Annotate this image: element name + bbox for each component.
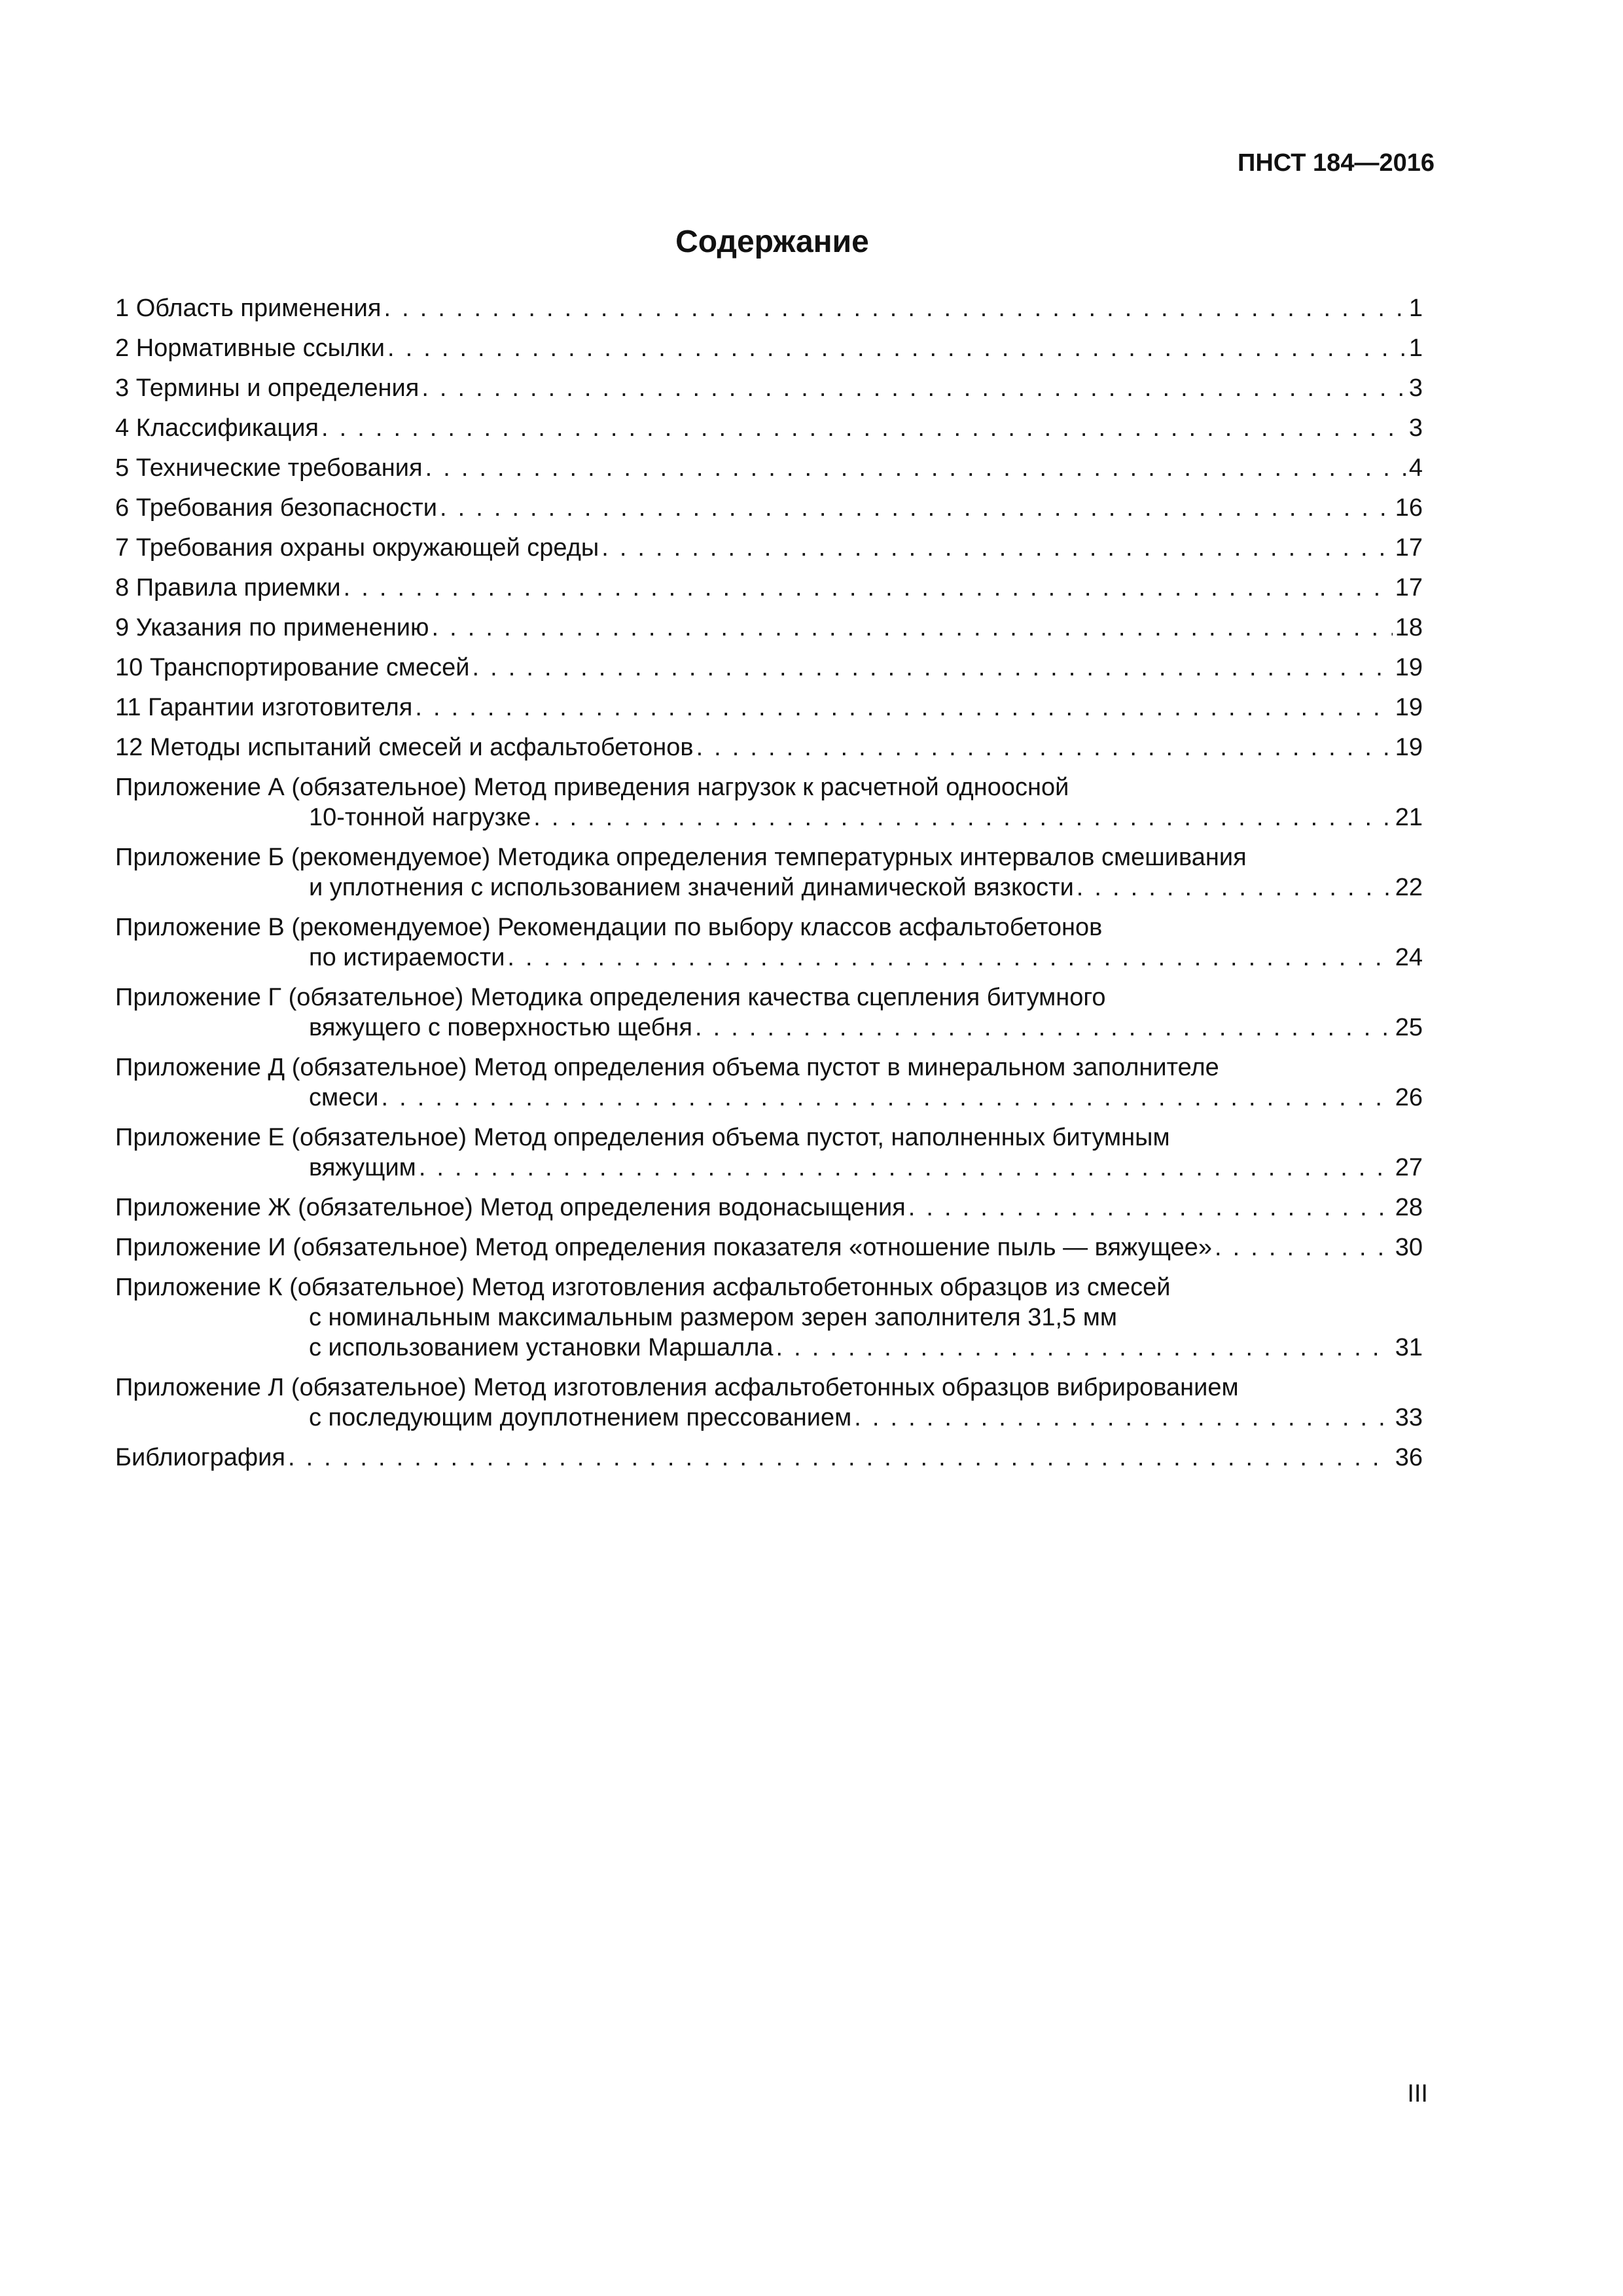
toc-leader-row [115, 1013, 1423, 1043]
toc-page-number: 3 [1408, 414, 1423, 442]
toc-leader-row [115, 1232, 1423, 1263]
toc-entry[interactable] [115, 493, 1423, 523]
toc-leader-row [115, 333, 1423, 363]
toc-page-number: 19 [1395, 734, 1423, 761]
toc-leader-row [115, 653, 1423, 683]
toc-dot-leader [344, 573, 1393, 603]
toc-entry[interactable] [115, 1052, 1423, 1113]
toc-entry-text: 9 Указания по применению [115, 614, 429, 641]
toc-dot-leader [387, 333, 1406, 363]
toc-page-number: 19 [1395, 694, 1423, 721]
toc-entry[interactable] [115, 912, 1423, 973]
toc-entry-text: Приложение Г (обязательное) Методика определения качества сцепления битумного [115, 984, 1106, 1011]
toc-leader-row [115, 293, 1423, 323]
toc-entry-text: 1 Область применения [115, 295, 382, 322]
toc-entry-text: Приложение В (рекомендуемое) Рекомендации по выбору классов асфальтобетонов [115, 914, 1103, 941]
toc-page-number: 4 [1408, 454, 1423, 482]
toc-dot-leader [425, 453, 1406, 483]
toc-entry[interactable] [115, 1372, 1423, 1433]
toc-entry[interactable] [115, 692, 1423, 723]
toc-entry-text: вяжущего с поверхностью щебня [309, 1014, 692, 1041]
toc-dot-leader [854, 1403, 1392, 1433]
toc-page-number: 26 [1395, 1084, 1423, 1111]
toc-entry-text: 10-тонной нагрузке [309, 804, 531, 831]
toc-entry[interactable] [115, 653, 1423, 683]
toc-entry[interactable] [115, 1193, 1423, 1223]
toc-entry[interactable] [115, 333, 1423, 363]
toc-leader-row [115, 802, 1423, 833]
toc-dot-leader [382, 1083, 1393, 1113]
toc-entry-text: Приложение Л (обязательное) Метод изготовления асфальтобетонных образцов вибрированием [115, 1374, 1239, 1401]
toc-entry-text: 2 Нормативные ссылки [115, 334, 385, 362]
toc-entry[interactable] [115, 1122, 1423, 1183]
toc-page-number: 30 [1395, 1234, 1423, 1261]
toc-page-number: 1 [1408, 334, 1423, 362]
toc-page-number: 16 [1395, 494, 1423, 522]
toc-leader-row [115, 1153, 1423, 1183]
toc-entry-text: Приложение А (обязательное) Метод приведения нагрузок к расчетной одноосной [115, 774, 1069, 801]
toc-dot-leader [1077, 872, 1393, 903]
toc-page-number: 3 [1408, 374, 1423, 402]
toc-entry-text: 8 Правила приемки [115, 574, 341, 601]
toc-page-number: 28 [1395, 1194, 1423, 1221]
toc-entry[interactable] [115, 732, 1423, 762]
toc-entry[interactable] [115, 982, 1423, 1043]
toc-entry-text: Приложение Б (рекомендуемое) Методика определения температурных интервалов смешивания [115, 844, 1247, 871]
toc-page-number: 22 [1395, 874, 1423, 901]
toc-entry-text: Приложение Д (обязательное) Метод определения объема пустот в минеральном заполнителе [115, 1054, 1219, 1081]
toc-entry-text: 3 Термины и определения [115, 374, 419, 402]
toc-dot-leader [415, 692, 1392, 723]
toc-page-number: 24 [1395, 944, 1423, 971]
toc-leader-row [115, 533, 1423, 563]
toc-entry[interactable] [115, 573, 1423, 603]
toc-page-number: 25 [1395, 1014, 1423, 1041]
page-number: III [1407, 2080, 1428, 2108]
toc-dot-leader [776, 1333, 1393, 1363]
toc-leader-row [115, 1083, 1423, 1113]
toc-leader-row [115, 872, 1423, 903]
toc-entry[interactable] [115, 842, 1423, 903]
toc-entry-text: 7 Требования охраны окружающей среды [115, 534, 599, 562]
toc-leader-row [115, 413, 1423, 443]
toc-entry-text: по истираемости [309, 944, 505, 971]
toc-dot-leader [695, 1013, 1393, 1043]
toc-entry[interactable] [115, 413, 1423, 443]
toc-dot-leader [440, 493, 1393, 523]
toc-entry[interactable] [115, 1272, 1423, 1363]
toc-leader-row [115, 613, 1423, 643]
toc-page-number: 36 [1395, 1444, 1423, 1471]
toc-entry-text: Приложение Ж (обязательное) Метод определения водонасыщения [115, 1194, 906, 1221]
toc-dot-leader [1215, 1232, 1393, 1263]
toc-entry-text: 6 Требования безопасности [115, 494, 437, 522]
toc-dot-leader [421, 373, 1406, 403]
toc-dot-leader [601, 533, 1393, 563]
toc-entry[interactable] [115, 1232, 1423, 1263]
toc-entry-text: вяжущим [309, 1154, 416, 1181]
toc-dot-leader [507, 942, 1392, 973]
toc-entry-text: Приложение Е (обязательное) Метод определения объема пустот, наполненных битумным [115, 1124, 1170, 1151]
toc-dot-leader [908, 1193, 1393, 1223]
toc-entry[interactable] [115, 293, 1423, 323]
toc-page-number: 17 [1395, 534, 1423, 562]
toc-entry[interactable] [115, 1443, 1423, 1473]
toc-entry-text: Приложение К (обязательное) Метод изготовления асфальтобетонных образцов из смесей [115, 1274, 1171, 1301]
toc-entry[interactable] [115, 613, 1423, 643]
table-of-contents [115, 293, 1423, 1482]
toc-entry-text: 11 Гарантии изготовителя [115, 694, 413, 721]
toc-page-number: 19 [1395, 654, 1423, 681]
toc-dot-leader [383, 293, 1406, 323]
toc-entry-text: 4 Классификация [115, 414, 319, 442]
toc-entry-text: с последующим доуплотнением прессованием [309, 1404, 852, 1431]
toc-dot-leader [472, 653, 1392, 683]
toc-dot-leader [288, 1443, 1393, 1473]
toc-entry[interactable] [115, 772, 1423, 833]
toc-leader-row [115, 573, 1423, 603]
toc-leader-row [115, 1403, 1423, 1433]
toc-leader-row [115, 453, 1423, 483]
toc-entry-text: с использованием установки Маршалла [309, 1334, 774, 1361]
toc-page-number: 33 [1395, 1404, 1423, 1431]
toc-leader-row [115, 1193, 1423, 1223]
toc-entry-text: и уплотнения с использованием значений динамической вязкости [309, 874, 1074, 901]
toc-leader-row [115, 692, 1423, 723]
toc-title: Содержание [675, 224, 869, 259]
toc-leader-row [115, 1443, 1423, 1473]
toc-dot-leader [419, 1153, 1393, 1183]
toc-page-number: 27 [1395, 1154, 1423, 1181]
toc-entry-text: 5 Технические требования [115, 454, 423, 482]
toc-leader-row [115, 373, 1423, 403]
toc-entry-text: Библиография [115, 1444, 285, 1471]
toc-leader-row [115, 732, 1423, 762]
toc-entry-text: смеси [309, 1084, 379, 1111]
toc-leader-row [115, 493, 1423, 523]
toc-entry[interactable] [115, 533, 1423, 563]
toc-entry[interactable] [115, 373, 1423, 403]
toc-entry-text: Приложение И (обязательное) Метод определения показателя «отношение пыль — вяжущее» [115, 1234, 1213, 1261]
toc-page-number: 18 [1395, 614, 1423, 641]
toc-leader-row [115, 1333, 1423, 1363]
toc-dot-leader [432, 613, 1393, 643]
toc-entry-text: с номинальным максимальным размером зерен заполнителя 31,5 мм [309, 1304, 1117, 1331]
toc-page-number: 17 [1395, 574, 1423, 601]
toc-dot-leader [533, 802, 1393, 833]
standard-code: ПНСТ 184—2016 [1238, 149, 1435, 177]
toc-page-number: 21 [1395, 804, 1423, 831]
toc-page-number: 31 [1395, 1334, 1423, 1361]
toc-page-number: 1 [1408, 295, 1423, 322]
toc-leader-row [115, 942, 1423, 973]
toc-entry-text: 10 Транспортирование смесей [115, 654, 470, 681]
toc-dot-leader [321, 413, 1406, 443]
toc-dot-leader [696, 732, 1393, 762]
toc-entry-text: 12 Методы испытаний смесей и асфальтобетонов [115, 734, 694, 761]
toc-entry[interactable] [115, 453, 1423, 483]
